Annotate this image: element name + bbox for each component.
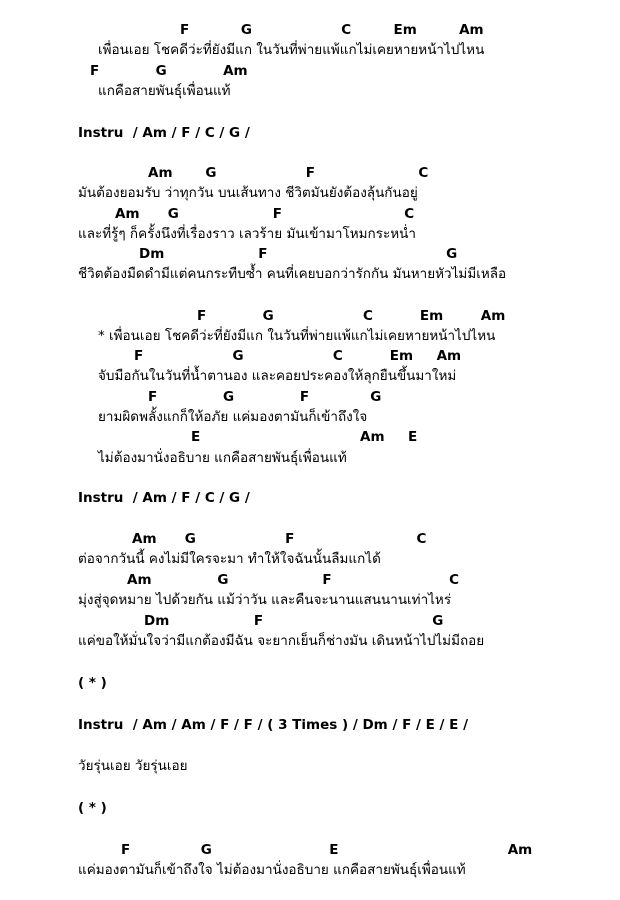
lyric-line: ยามผิดพลั้งแกก็ให้อภัย แค่มองตามันก็เข้าถึงใจ <box>98 409 368 425</box>
lyric-line: * เพื่อนเอย โชคดีว่ะที่ยังมีแก ในวันที่พ่ายแพ้แกไม่เคยหายหน้าไปไหน <box>98 328 496 344</box>
lyric-line: แค่มองตามันก็เข้าถึงใจ ไม่ต้องมานั่งอธิบาย แกคือสายพันธุ์เพื่อนแท้ <box>78 862 466 878</box>
lyric-line: ต่อจากวันนี้ คงไม่มีใครจะมา ทำให้ใจฉันนั้นลืมแกได้ <box>78 551 381 567</box>
chord-line: F G C Em Am <box>197 308 506 324</box>
chord-line: F G C Em Am <box>134 348 462 364</box>
lyric-line: ชีวิตต้องมืดดำมีแต่คนกระทืบซ้ำ คนที่เคยบอกว่ารักกัน มันหายหัวไม่มีเหลือ <box>78 266 507 282</box>
lyric-line: และที่รู้ๆ ก็ครั้งนึงที่เรื่องราว เลวร้าย มันเข้ามาโหมกระหน่ำ <box>78 226 416 242</box>
lyric-line: แค่ขอให้มั่นใจว่ามีแกต้องมีฉัน จะยากเย็นก็ช่างมัน เดินหน้าไปไม่มีถอย <box>78 633 485 649</box>
instrumental-line: Instru / Am / Am / F / F / ( 3 Times ) / Dm / F / E / E / <box>78 717 469 733</box>
lyric-line: เพื่อนเอย โชคดีว่ะที่ยังมีแก ในวันที่พ่ายแพ้แกไม่เคยหายหน้าไปไหน <box>98 42 485 58</box>
chord-line: Dm F G <box>139 246 458 262</box>
lyric-line: มุ่งสู่จุดหมาย ไปด้วยกัน แม้ว่าวัน และคืนจะนานแสนนานเท่าไหร่ <box>78 592 452 608</box>
repeat-marker: ( * ) <box>78 800 107 816</box>
chord-line: Am G F C <box>148 165 429 181</box>
lyric-line: มันต้องยอมรับ ว่าทุกวัน บนเส้นทาง ชีวิตมันยังต้องลุ้นกันอยู่ <box>78 185 418 201</box>
chord-line: F G E Am <box>121 842 533 858</box>
lyric-line: แกคือสายพันธุ์เพื่อนแท้ <box>98 83 231 99</box>
chord-line: Am G F C <box>127 572 460 588</box>
lyric-line: จับมือกันในวันที่น้ำตานอง และคอยประคองให้ลุกยืนขึ้นมาใหม่ <box>98 368 457 384</box>
chord-line: F G Am <box>90 63 248 79</box>
chord-line: E Am E <box>191 429 418 445</box>
lyric-line: ไม่ต้องมานั่งอธิบาย แกคือสายพันธุ์เพื่อนแท้ <box>98 450 347 466</box>
chord-line: F G C Em Am <box>180 22 484 38</box>
chord-line: Am G F C <box>132 531 427 547</box>
instrumental-line: Instru / Am / F / C / G / <box>78 490 250 506</box>
chord-line: Am G F C <box>115 206 415 222</box>
instrumental-line: Instru / Am / F / C / G / <box>78 125 250 141</box>
lyric-line: วัยรุ่นเอย วัยรุ่นเอย <box>78 758 188 774</box>
chord-line: Dm F G <box>144 613 444 629</box>
chord-line: F G F G <box>148 389 382 405</box>
repeat-marker: ( * ) <box>78 675 107 691</box>
